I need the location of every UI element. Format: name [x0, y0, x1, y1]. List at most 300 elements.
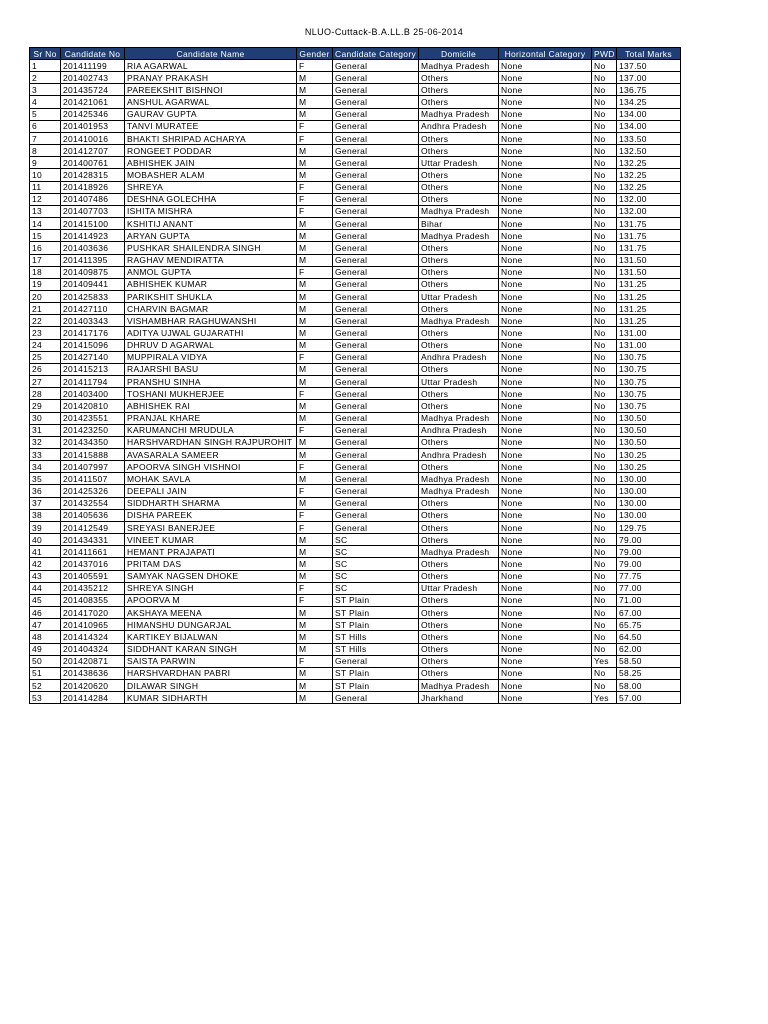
candidate-name-cell: GAURAV GUPTA	[125, 108, 297, 120]
category-cell: General	[333, 72, 419, 84]
pwd-cell: No	[592, 96, 617, 108]
total-marks-cell: 137.00	[617, 72, 681, 84]
candidate-name-cell: AVASARALA SAMEER	[125, 449, 297, 461]
category-cell: General	[333, 509, 419, 521]
horizontal-category-cell: None	[499, 205, 592, 217]
horizontal-category-cell: None	[499, 60, 592, 72]
total-marks-cell: 131.25	[617, 303, 681, 315]
table-row	[30, 315, 681, 327]
col-header-horizontal-category: Horizontal Category	[499, 48, 592, 60]
gender-cell: M	[297, 400, 333, 412]
candidate-name-cell: ABHISHEK KUMAR	[125, 278, 297, 290]
sr-no-cell: 8	[30, 145, 61, 157]
gender-cell: F	[297, 424, 333, 436]
candidate-name-cell: RAJARSHI BASU	[125, 363, 297, 375]
horizontal-category-cell: None	[499, 436, 592, 448]
candidate-name-cell: DEEPALI JAIN	[125, 485, 297, 497]
horizontal-category-cell: None	[499, 120, 592, 132]
candidate-name-cell: KUMAR SIDHARTH	[125, 692, 297, 704]
sr-no-cell: 10	[30, 169, 61, 181]
candidate-name-cell: SIDDHANT KARAN SINGH	[125, 643, 297, 655]
table-row	[30, 266, 681, 278]
domicile-cell: Madhya Pradesh	[419, 230, 499, 242]
gender-cell: F	[297, 594, 333, 606]
gender-cell: M	[297, 679, 333, 691]
pwd-cell: No	[592, 218, 617, 230]
total-marks-cell: 130.25	[617, 449, 681, 461]
candidate-name-cell: PRANJAL KHARE	[125, 412, 297, 424]
table-row	[30, 449, 681, 461]
candidate-name-cell: PARIKSHIT SHUKLA	[125, 290, 297, 302]
pwd-cell: No	[592, 485, 617, 497]
table-row	[30, 278, 681, 290]
category-cell: General	[333, 655, 419, 667]
gender-cell: M	[297, 72, 333, 84]
candidate-no-cell: 201414923	[61, 230, 125, 242]
table-row	[30, 60, 681, 72]
col-header-domicile: Domicile	[419, 48, 499, 60]
pwd-cell: No	[592, 679, 617, 691]
sr-no-cell: 38	[30, 509, 61, 521]
domicile-cell: Others	[419, 242, 499, 254]
total-marks-cell: 71.00	[617, 594, 681, 606]
total-marks-cell: 57.00	[617, 692, 681, 704]
candidate-no-cell: 201410016	[61, 132, 125, 144]
total-marks-cell: 130.25	[617, 461, 681, 473]
candidate-name-cell: ABHISHEK JAIN	[125, 157, 297, 169]
horizontal-category-cell: None	[499, 96, 592, 108]
domicile-cell: Uttar Pradesh	[419, 157, 499, 169]
horizontal-category-cell: None	[499, 266, 592, 278]
table-row	[30, 546, 681, 558]
sr-no-cell: 45	[30, 594, 61, 606]
candidate-no-cell: 201423250	[61, 424, 125, 436]
domicile-cell: Others	[419, 667, 499, 679]
total-marks-cell: 137.50	[617, 60, 681, 72]
category-cell: General	[333, 290, 419, 302]
total-marks-cell: 67.00	[617, 607, 681, 619]
category-cell: General	[333, 424, 419, 436]
category-cell: General	[333, 363, 419, 375]
col-header-candidate-name: Candidate Name	[125, 48, 297, 60]
category-cell: General	[333, 254, 419, 266]
domicile-cell: Others	[419, 400, 499, 412]
horizontal-category-cell: None	[499, 473, 592, 485]
pwd-cell: No	[592, 120, 617, 132]
sr-no-cell: 43	[30, 570, 61, 582]
category-cell: General	[333, 692, 419, 704]
sr-no-cell: 11	[30, 181, 61, 193]
pwd-cell: Yes	[592, 655, 617, 667]
horizontal-category-cell: None	[499, 619, 592, 631]
candidate-no-cell: 201435212	[61, 582, 125, 594]
candidate-name-cell: HIMANSHU DUNGARJAL	[125, 619, 297, 631]
candidate-name-cell: ANMOL GUPTA	[125, 266, 297, 278]
total-marks-cell: 136.75	[617, 84, 681, 96]
category-cell: General	[333, 521, 419, 533]
table-row	[30, 607, 681, 619]
gender-cell: M	[297, 436, 333, 448]
table-row	[30, 120, 681, 132]
pwd-cell: No	[592, 181, 617, 193]
total-marks-cell: 62.00	[617, 643, 681, 655]
candidate-name-cell: SIDDHARTH SHARMA	[125, 497, 297, 509]
horizontal-category-cell: None	[499, 534, 592, 546]
sr-no-cell: 47	[30, 619, 61, 631]
gender-cell: M	[297, 570, 333, 582]
category-cell: General	[333, 60, 419, 72]
candidate-no-cell: 201425326	[61, 485, 125, 497]
candidate-name-cell: SAISTA PARWIN	[125, 655, 297, 667]
table-row	[30, 327, 681, 339]
gender-cell: M	[297, 327, 333, 339]
sr-no-cell: 16	[30, 242, 61, 254]
gender-cell: F	[297, 521, 333, 533]
sr-no-cell: 22	[30, 315, 61, 327]
col-header-gender: Gender	[297, 48, 333, 60]
total-marks-cell: 130.00	[617, 485, 681, 497]
pwd-cell: No	[592, 290, 617, 302]
table-row	[30, 169, 681, 181]
candidate-no-cell: 201407997	[61, 461, 125, 473]
domicile-cell: Uttar Pradesh	[419, 290, 499, 302]
category-cell: ST Plain	[333, 607, 419, 619]
candidate-no-cell: 201434350	[61, 436, 125, 448]
total-marks-cell: 77.75	[617, 570, 681, 582]
total-marks-cell: 65.75	[617, 619, 681, 631]
sr-no-cell: 9	[30, 157, 61, 169]
candidate-no-cell: 201410965	[61, 619, 125, 631]
gender-cell: M	[297, 84, 333, 96]
candidate-name-cell: RONGEET PODDAR	[125, 145, 297, 157]
gender-cell: M	[297, 631, 333, 643]
candidate-name-cell: PAREEKSHIT BISHNOI	[125, 84, 297, 96]
table-row	[30, 655, 681, 667]
category-cell: General	[333, 303, 419, 315]
category-cell: General	[333, 485, 419, 497]
table-row	[30, 570, 681, 582]
category-cell: General	[333, 327, 419, 339]
domicile-cell: Others	[419, 181, 499, 193]
horizontal-category-cell: None	[499, 558, 592, 570]
domicile-cell: Others	[419, 327, 499, 339]
horizontal-category-cell: None	[499, 376, 592, 388]
category-cell: General	[333, 84, 419, 96]
table-header	[30, 48, 681, 60]
candidate-name-cell: HARSHVARDHAN SINGH RAJPUROHIT	[125, 436, 297, 448]
candidate-name-cell: DESHNA GOLECHHA	[125, 193, 297, 205]
domicile-cell: Bihar	[419, 218, 499, 230]
candidate-no-cell: 201437016	[61, 558, 125, 570]
domicile-cell: Others	[419, 436, 499, 448]
table-row	[30, 339, 681, 351]
horizontal-category-cell: None	[499, 631, 592, 643]
domicile-cell: Others	[419, 388, 499, 400]
candidate-no-cell: 201425833	[61, 290, 125, 302]
table-row	[30, 157, 681, 169]
candidate-no-cell: 201411395	[61, 254, 125, 266]
sr-no-cell: 44	[30, 582, 61, 594]
sr-no-cell: 37	[30, 497, 61, 509]
horizontal-category-cell: None	[499, 351, 592, 363]
gender-cell: M	[297, 473, 333, 485]
sr-no-cell: 51	[30, 667, 61, 679]
sr-no-cell: 29	[30, 400, 61, 412]
horizontal-category-cell: None	[499, 667, 592, 679]
horizontal-category-cell: None	[499, 643, 592, 655]
domicile-cell: Others	[419, 278, 499, 290]
horizontal-category-cell: None	[499, 509, 592, 521]
sr-no-cell: 35	[30, 473, 61, 485]
candidate-no-cell: 201432554	[61, 497, 125, 509]
gender-cell: M	[297, 546, 333, 558]
sr-no-cell: 27	[30, 376, 61, 388]
table-row	[30, 193, 681, 205]
horizontal-category-cell: None	[499, 594, 592, 606]
candidate-name-cell: ABHISHEK RAI	[125, 400, 297, 412]
horizontal-category-cell: None	[499, 242, 592, 254]
col-header-total-marks: Total Marks	[617, 48, 681, 60]
pwd-cell: No	[592, 145, 617, 157]
pwd-cell: No	[592, 400, 617, 412]
candidate-name-cell: DISHA PAREEK	[125, 509, 297, 521]
domicile-cell: Others	[419, 461, 499, 473]
table-row	[30, 582, 681, 594]
domicile-cell: Others	[419, 145, 499, 157]
table-row	[30, 534, 681, 546]
domicile-cell: Others	[419, 266, 499, 278]
gender-cell: F	[297, 655, 333, 667]
category-cell: General	[333, 388, 419, 400]
domicile-cell: Madhya Pradesh	[419, 679, 499, 691]
candidate-name-cell: MOBASHER ALAM	[125, 169, 297, 181]
pwd-cell: No	[592, 449, 617, 461]
category-cell: General	[333, 96, 419, 108]
domicile-cell: Uttar Pradesh	[419, 582, 499, 594]
pwd-cell: No	[592, 570, 617, 582]
domicile-cell: Others	[419, 655, 499, 667]
candidate-no-cell: 201414324	[61, 631, 125, 643]
total-marks-cell: 131.50	[617, 266, 681, 278]
total-marks-cell: 58.50	[617, 655, 681, 667]
domicile-cell: Others	[419, 521, 499, 533]
candidate-name-cell: RAGHAV MENDIRATTA	[125, 254, 297, 266]
candidate-no-cell: 201404324	[61, 643, 125, 655]
gender-cell: F	[297, 181, 333, 193]
pwd-cell: No	[592, 546, 617, 558]
gender-cell: M	[297, 145, 333, 157]
candidate-name-cell: APOORVA SINGH VISHNOI	[125, 461, 297, 473]
gender-cell: M	[297, 96, 333, 108]
candidate-name-cell: AKSHAYA MEENA	[125, 607, 297, 619]
gender-cell: M	[297, 692, 333, 704]
candidate-name-cell: HARSHVARDHAN PABRI	[125, 667, 297, 679]
candidate-no-cell: 201420620	[61, 679, 125, 691]
table-row	[30, 667, 681, 679]
total-marks-cell: 77.00	[617, 582, 681, 594]
category-cell: General	[333, 339, 419, 351]
domicile-cell: Others	[419, 570, 499, 582]
candidate-name-cell: SHREYA	[125, 181, 297, 193]
pwd-cell: No	[592, 667, 617, 679]
candidate-name-cell: PRITAM DAS	[125, 558, 297, 570]
pwd-cell: No	[592, 436, 617, 448]
candidate-no-cell: 201415888	[61, 449, 125, 461]
pwd-cell: No	[592, 60, 617, 72]
candidate-no-cell: 201417176	[61, 327, 125, 339]
candidate-no-cell: 201427110	[61, 303, 125, 315]
horizontal-category-cell: None	[499, 181, 592, 193]
pwd-cell: No	[592, 558, 617, 570]
candidate-name-cell: KSHITIJ ANANT	[125, 218, 297, 230]
candidate-no-cell: 201411661	[61, 546, 125, 558]
horizontal-category-cell: None	[499, 303, 592, 315]
total-marks-cell: 131.50	[617, 254, 681, 266]
gender-cell: M	[297, 169, 333, 181]
category-cell: General	[333, 400, 419, 412]
table-row	[30, 145, 681, 157]
sr-no-cell: 30	[30, 412, 61, 424]
candidate-no-cell: 201411507	[61, 473, 125, 485]
category-cell: General	[333, 278, 419, 290]
table-row	[30, 412, 681, 424]
sr-no-cell: 52	[30, 679, 61, 691]
candidate-name-cell: KARTIKEY BIJALWAN	[125, 631, 297, 643]
pwd-cell: No	[592, 169, 617, 181]
candidate-no-cell: 201427140	[61, 351, 125, 363]
domicile-cell: Others	[419, 132, 499, 144]
category-cell: General	[333, 461, 419, 473]
total-marks-cell: 130.75	[617, 388, 681, 400]
gender-cell: F	[297, 132, 333, 144]
domicile-cell: Uttar Pradesh	[419, 376, 499, 388]
sr-no-cell: 28	[30, 388, 61, 400]
candidate-no-cell: 201407486	[61, 193, 125, 205]
candidate-name-cell: ISHITA MISHRA	[125, 205, 297, 217]
table-row	[30, 436, 681, 448]
total-marks-cell: 58.25	[617, 667, 681, 679]
candidate-no-cell: 201405636	[61, 509, 125, 521]
table-row	[30, 631, 681, 643]
horizontal-category-cell: None	[499, 424, 592, 436]
pwd-cell: No	[592, 582, 617, 594]
gender-cell: M	[297, 254, 333, 266]
category-cell: General	[333, 230, 419, 242]
gender-cell: M	[297, 534, 333, 546]
pwd-cell: No	[592, 534, 617, 546]
domicile-cell: Others	[419, 254, 499, 266]
total-marks-cell: 58.00	[617, 679, 681, 691]
candidate-no-cell: 201403343	[61, 315, 125, 327]
total-marks-cell: 133.50	[617, 132, 681, 144]
sr-no-cell: 14	[30, 218, 61, 230]
gender-cell: M	[297, 339, 333, 351]
domicile-cell: Andhra Pradesh	[419, 424, 499, 436]
pwd-cell: No	[592, 594, 617, 606]
pwd-cell: No	[592, 376, 617, 388]
category-cell: General	[333, 473, 419, 485]
category-cell: ST Plain	[333, 619, 419, 631]
horizontal-category-cell: None	[499, 655, 592, 667]
pwd-cell: No	[592, 230, 617, 242]
horizontal-category-cell: None	[499, 193, 592, 205]
total-marks-cell: 130.75	[617, 351, 681, 363]
category-cell: General	[333, 497, 419, 509]
sr-no-cell: 12	[30, 193, 61, 205]
gender-cell: F	[297, 582, 333, 594]
candidate-no-cell: 201438636	[61, 667, 125, 679]
candidate-no-cell: 201402743	[61, 72, 125, 84]
gender-cell: M	[297, 558, 333, 570]
pwd-cell: No	[592, 619, 617, 631]
category-cell: General	[333, 242, 419, 254]
table-row	[30, 218, 681, 230]
table-row	[30, 521, 681, 533]
table-row	[30, 181, 681, 193]
pwd-cell: No	[592, 363, 617, 375]
results-table	[29, 47, 681, 704]
candidate-name-cell: ARYAN GUPTA	[125, 230, 297, 242]
candidate-no-cell: 201412549	[61, 521, 125, 533]
gender-cell: F	[297, 205, 333, 217]
pwd-cell: No	[592, 339, 617, 351]
table-row	[30, 679, 681, 691]
total-marks-cell: 134.00	[617, 120, 681, 132]
candidate-no-cell: 201420871	[61, 655, 125, 667]
horizontal-category-cell: None	[499, 546, 592, 558]
domicile-cell: Others	[419, 169, 499, 181]
pwd-cell: No	[592, 278, 617, 290]
candidate-name-cell: VISHAMBHAR RAGHUWANSHI	[125, 315, 297, 327]
category-cell: General	[333, 145, 419, 157]
candidate-name-cell: PUSHKAR SHAILENDRA SINGH	[125, 242, 297, 254]
total-marks-cell: 130.75	[617, 363, 681, 375]
table-row	[30, 351, 681, 363]
pwd-cell: No	[592, 412, 617, 424]
horizontal-category-cell: None	[499, 412, 592, 424]
total-marks-cell: 131.25	[617, 290, 681, 302]
total-marks-cell: 131.75	[617, 242, 681, 254]
table-row	[30, 108, 681, 120]
sr-no-cell: 48	[30, 631, 61, 643]
pwd-cell: No	[592, 327, 617, 339]
category-cell: ST Hills	[333, 643, 419, 655]
horizontal-category-cell: None	[499, 108, 592, 120]
horizontal-category-cell: None	[499, 607, 592, 619]
pwd-cell: No	[592, 72, 617, 84]
candidate-no-cell: 201400761	[61, 157, 125, 169]
category-cell: General	[333, 169, 419, 181]
candidate-name-cell: SAMYAK NAGSEN DHOKE	[125, 570, 297, 582]
horizontal-category-cell: None	[499, 84, 592, 96]
candidate-name-cell: DILAWAR SINGH	[125, 679, 297, 691]
candidate-name-cell: MOHAK SAVLA	[125, 473, 297, 485]
candidate-no-cell: 201414284	[61, 692, 125, 704]
gender-cell: M	[297, 278, 333, 290]
candidate-no-cell: 201409441	[61, 278, 125, 290]
total-marks-cell: 131.25	[617, 278, 681, 290]
col-header-sr-no: Sr No	[30, 48, 61, 60]
table-row	[30, 254, 681, 266]
sr-no-cell: 17	[30, 254, 61, 266]
table-row	[30, 363, 681, 375]
sr-no-cell: 15	[30, 230, 61, 242]
domicile-cell: Others	[419, 193, 499, 205]
pwd-cell: No	[592, 84, 617, 96]
total-marks-cell: 132.00	[617, 205, 681, 217]
sr-no-cell: 53	[30, 692, 61, 704]
category-cell: General	[333, 120, 419, 132]
